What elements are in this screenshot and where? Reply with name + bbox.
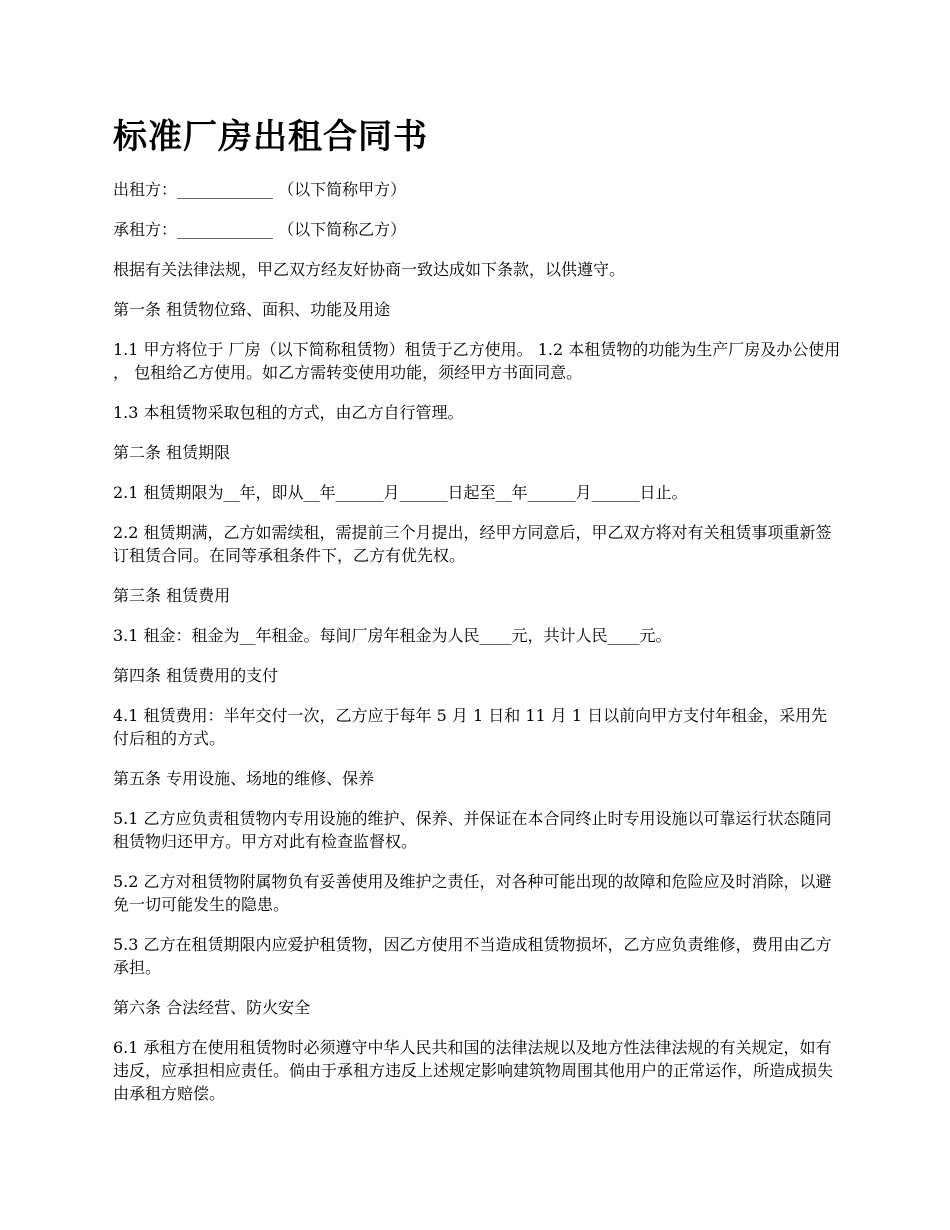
article-5-heading: 第五条 专用设施、场地的维修、保养	[113, 769, 375, 788]
article-2-heading: 第二条 租赁期限	[113, 443, 231, 462]
clause-2-1: 2.1 租赁期限为__年，即从__年______月______日起至__年______月______日止。	[113, 483, 688, 502]
document-title: 标准厂房出租合同书	[113, 117, 428, 157]
clause-3-1: 3.1 租金：租金为__年租金。每间厂房年租金为人民____元，共计人民____元。	[113, 626, 672, 645]
clause-2-2: 2.2 租赁期满，乙方如需续租，需提前三个月提出，经甲方同意后，甲乙双方将对有关租赁事项重新签订租赁合同。在同等承租条件下，乙方有优先权。	[113, 523, 832, 565]
preamble: 根据有关法律法规，甲乙双方经友好协商一致达成如下条款，以供遵守。	[113, 260, 626, 279]
clause-1-1: 1.1 甲方将位于 厂房（以下简称租赁物）租赁于乙方使用。 1.2 本租赁物的功能为生产厂房及办公使用 ， 包租给乙方使用。如乙方需转变使用功能，须经甲方书面同意。	[113, 340, 841, 382]
article-4-heading: 第四条 租赁费用的支付	[113, 666, 279, 685]
article-6-heading: 第六条 合法经营、防火安全	[113, 998, 311, 1017]
article-1-heading: 第一条 租赁物位臵、面积、功能及用途	[113, 300, 391, 319]
document-body	[113, 178, 843, 1122]
clause-5-3: 5.3 乙方在租赁期限内应爱护租赁物，因乙方使用不当造成租赁物损坏，乙方应负责维修，费用由乙方承担。	[113, 935, 832, 977]
lessee-line: 承租方：____________ （以下简称乙方）	[113, 220, 407, 239]
lessor-line: 出租方：____________ （以下简称甲方）	[113, 180, 407, 199]
clause-5-1: 5.1 乙方应负责租赁物内专用设施的维护、保养、并保证在本合同终止时专用设施以可靠运行状态随同租赁物归还甲方。甲方对此有检查监督权。	[113, 809, 832, 851]
clause-1-3: 1.3 本租赁物采取包租的方式，由乙方自行管理。	[113, 403, 464, 422]
clause-6-1: 6.1 承租方在使用租赁物时必须遵守中华人民共和国的法律法规以及地方性法律法规的有关规定，如有违反，应承担相应责任。倘由于承租方违反上述规定影响建筑物周围其他用户的正常运作，所造成损失由承租方赔偿。	[113, 1038, 834, 1103]
clause-5-2: 5.2 乙方对租赁物附属物负有妥善使用及维护之责任，对各种可能出现的故障和危险应及时消除，以避免一切可能发生的隐患。	[113, 872, 832, 914]
clause-4-1: 4.1 租赁费用：半年交付一次，乙方应于每年 5 月 1 日和 11 月 1 日以前向甲方支付年租金，采用先付后租的方式。	[113, 706, 828, 748]
article-3-heading: 第三条 租赁费用	[113, 586, 231, 605]
